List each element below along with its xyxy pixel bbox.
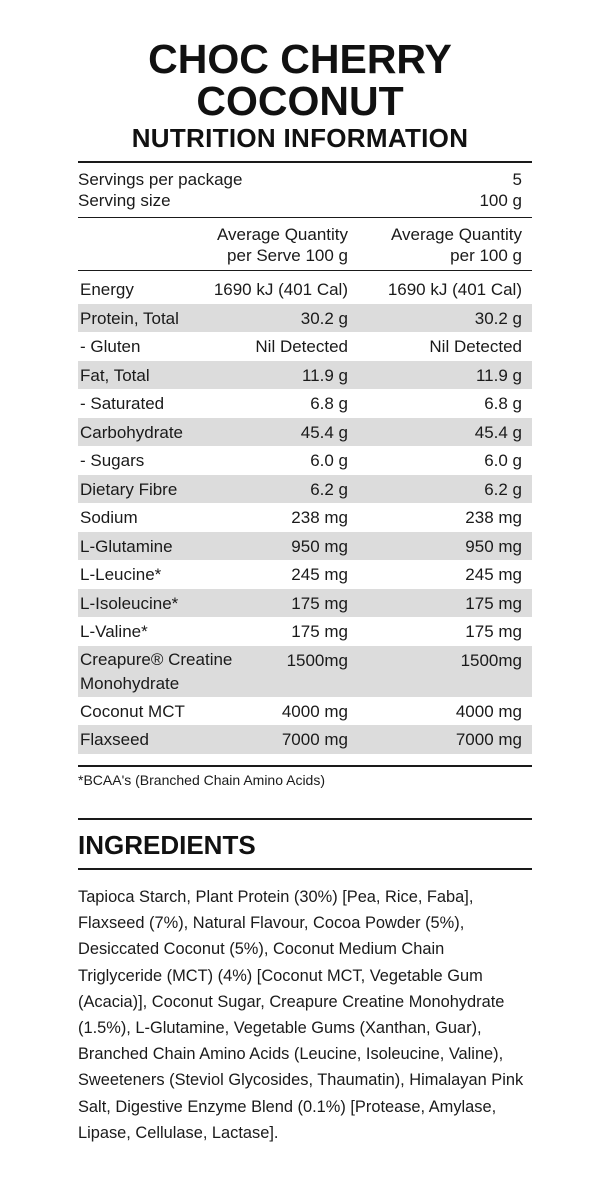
- nutrition-row: [78, 532, 532, 561]
- nutrient-name: L-Glutamine: [80, 536, 173, 556]
- per-100g-value: 11.9 g: [475, 365, 522, 385]
- divider-headers: [78, 270, 532, 271]
- per-100g-header-line2: per 100 g: [450, 246, 522, 265]
- nutrition-row: [78, 617, 532, 646]
- serving-size-value: 100 g: [479, 191, 522, 210]
- per-100g-value: 175 mg: [465, 593, 522, 613]
- nutrient-name: L-Isoleucine*: [80, 593, 179, 613]
- per-100g-value: 30.2 g: [474, 308, 522, 328]
- per-100g-header-line1: Average Quantity: [390, 225, 522, 244]
- per-100g-value: 4000 mg: [455, 701, 522, 721]
- nutrition-heading: NUTRITION INFORMATION: [131, 123, 469, 153]
- divider-ingredients-bottom: [78, 868, 532, 870]
- nutrient-name: - Sugars: [80, 451, 145, 470]
- nutrient-name: Dietary Fibre: [80, 479, 178, 499]
- per-serve-value: 11.9 g: [301, 365, 348, 385]
- nutrient-name: - Gluten: [80, 337, 141, 356]
- per-serve-value: 238 mg: [291, 508, 348, 527]
- per-100g-value: 238 mg: [465, 508, 522, 527]
- per-serve-value: 175 mg: [291, 622, 348, 641]
- per-serve-value: 1690 kJ (401 Cal): [213, 280, 348, 299]
- per-serve-header-line2: per Serve 100 g: [227, 246, 348, 265]
- nutrient-name: Coconut MCT: [80, 701, 185, 721]
- per-100g-value: 6.8 g: [484, 394, 522, 413]
- per-serve-header-line1: Average Quantity: [216, 225, 348, 244]
- per-100g-value: 6.0 g: [484, 451, 522, 470]
- nutrient-name: Creapure® Creatine Monohydrate: [80, 649, 233, 693]
- servings-per-package-label: Servings per package: [78, 170, 243, 189]
- product-title-line1: CHOC CHERRY: [148, 36, 452, 82]
- divider-top: [78, 161, 532, 163]
- nutrition-row: [78, 446, 532, 475]
- per-100g-value: Nil Detected: [429, 337, 522, 356]
- serving-size-label: Serving size: [78, 191, 171, 210]
- nutrition-row: [78, 646, 532, 697]
- servings-block: [78, 169, 532, 211]
- per-serve-header: [217, 224, 348, 266]
- per-serve-value: 6.0 g: [310, 451, 348, 470]
- ingredients-heading: INGREDIENTS: [78, 830, 256, 860]
- nutrition-row: [78, 389, 532, 418]
- per-100g-value: 175 mg: [465, 622, 522, 641]
- per-serve-value: Nil Detected: [255, 337, 348, 356]
- nutrient-name: - Saturated: [80, 394, 165, 413]
- per-serve-value: 45.4 g: [300, 422, 348, 442]
- nutrition-row: [78, 275, 532, 304]
- per-100g-value: 45.4 g: [474, 422, 522, 442]
- nutrient-name: Energy: [80, 280, 134, 299]
- per-serve-value: 950 mg: [291, 536, 348, 556]
- per-serve-value: 175 mg: [291, 593, 348, 613]
- nutrition-row: [78, 697, 532, 726]
- nutrition-row: [78, 418, 532, 447]
- nutrition-row: [78, 332, 532, 361]
- per-100g-value: 245 mg: [465, 565, 522, 584]
- divider-table-bottom: [78, 765, 532, 767]
- ingredients-list: Tapioca Starch, Plant Protein (30%) [Pea, Rice, Faba], Flaxseed (7%), Natural Flavour, Cocoa Powder (5%), Desiccated Coconut (5%), Coconut Medium Chain Triglyceride (MCT) (4%) [Coconut MCT, Vegetable Gum (Acacia)], Coconut Sugar, Creapure Creatine Monohydrate (1.5%), L-Glutamine, Vegetable Gums (Xanthan, Guar), Branched Chain Amino Acids (Leucine, Isoleucine, Valine), Sweeteners (Steviol Glycosides, Thaumatin), Himalayan Pink Salt, Digestive Enzyme Blend (0.1%) [Protease, Amylase, Lipase, Cellulase, Lactase].: [78, 888, 524, 1142]
- nutrient-name: L-Valine*: [80, 622, 148, 641]
- nutrition-row: [78, 503, 532, 532]
- per-100g-value: 950 mg: [465, 536, 522, 556]
- nutrition-row: [78, 475, 532, 504]
- per-serve-value: 6.8 g: [310, 394, 348, 413]
- per-serve-value: 6.2 g: [310, 479, 348, 499]
- per-100g-value: 7000 mg: [455, 730, 522, 749]
- nutrition-row: [78, 304, 532, 333]
- nutrition-row: [78, 725, 532, 754]
- per-serve-value: 1500mg: [286, 650, 348, 670]
- nutrient-name: Fat, Total: [80, 365, 150, 385]
- servings-per-package-row: [78, 169, 532, 190]
- per-serve-value: 7000 mg: [281, 730, 348, 749]
- per-serve-value: 4000 mg: [281, 701, 348, 721]
- per-100g-header: [391, 224, 522, 266]
- nutrition-row: [78, 361, 532, 390]
- nutrition-table: [78, 275, 532, 754]
- divider-servings: [78, 217, 532, 218]
- nutrient-name: L-Leucine*: [80, 565, 162, 584]
- nutrient-name: Carbohydrate: [80, 422, 184, 442]
- per-100g-value: 1500mg: [460, 650, 522, 670]
- per-100g-value: 1690 kJ (401 Cal): [387, 280, 522, 299]
- column-headers: [78, 224, 532, 268]
- divider-ingredients-top: [78, 818, 532, 820]
- nutrition-row: [78, 589, 532, 618]
- nutrient-name: Protein, Total: [80, 308, 179, 328]
- per-serve-value: 30.2 g: [300, 308, 348, 328]
- nutrition-row: [78, 560, 532, 589]
- product-title-line2: COCONUT: [196, 78, 404, 124]
- per-serve-value: 245 mg: [291, 565, 348, 584]
- serving-size-row: [78, 190, 532, 211]
- bcaa-footnote: *BCAA's (Branched Chain Amino Acids): [78, 772, 326, 788]
- nutrient-name: Sodium: [80, 508, 138, 527]
- nutrient-name: Flaxseed: [80, 730, 149, 749]
- servings-per-package-value: 5: [512, 170, 522, 189]
- per-100g-value: 6.2 g: [484, 479, 522, 499]
